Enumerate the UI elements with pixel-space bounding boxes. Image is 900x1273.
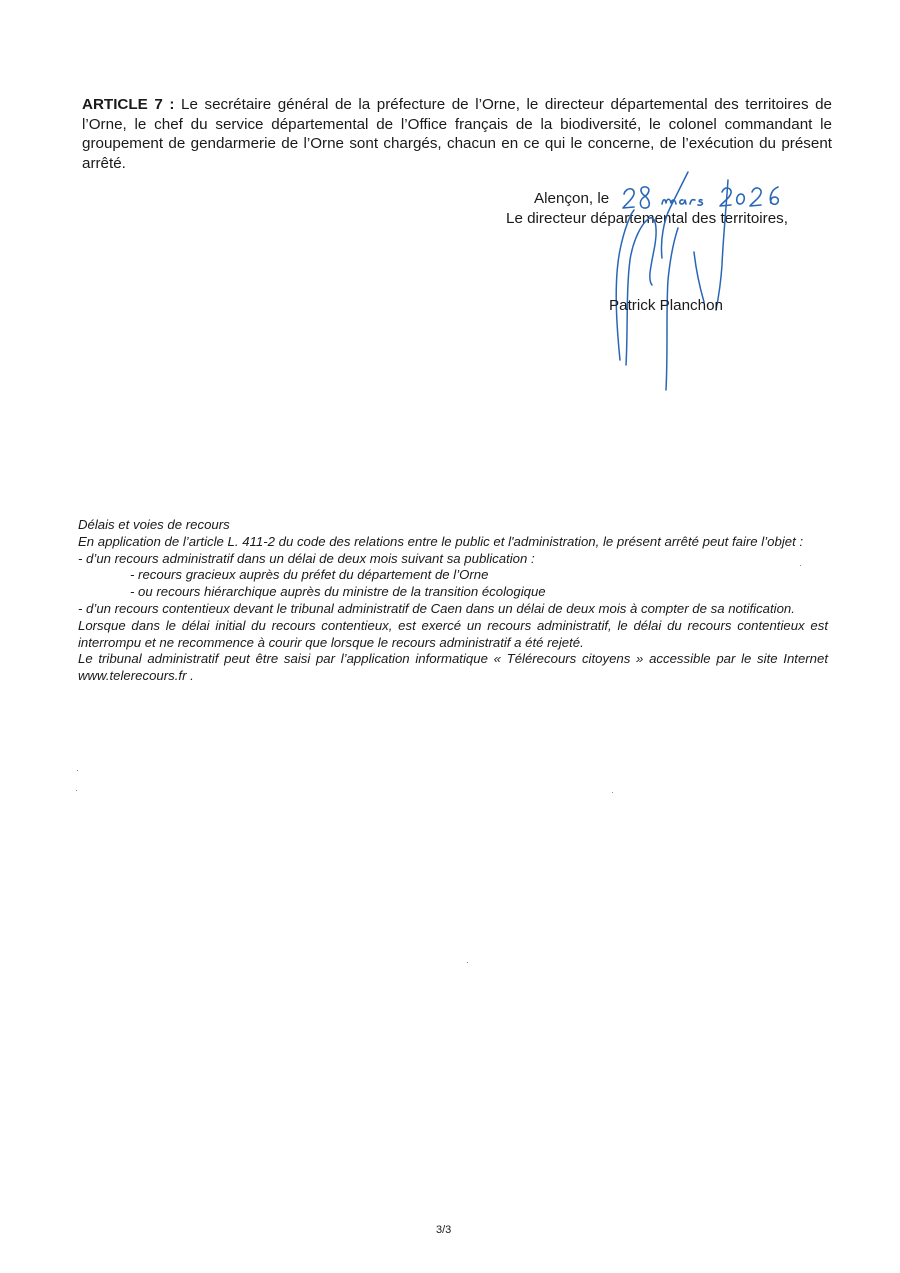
- recours-item-contentieux: - d’un recours contentieux devant le tribunal administratif de Caen dans un délai de deux mois à compter de sa notification.: [78, 600, 795, 616]
- recours-sub-hierarchique: - ou recours hiérarchique auprès du ministre de la transition écologique: [130, 584, 546, 600]
- article-body: Le secrétaire général de la préfecture de l’Orne, le directeur départemental des territoires de l’Orne, le chef du service départemental de l’Office français de la biodiversité, le colonel commandant le groupement de gendarmerie de l’Orne sont chargés, chacun en ce qui le concerne, de l’exécution du présent arrêté.: [82, 96, 832, 172]
- recours-sub-gracieux: - recours gracieux auprès du préfet du département de l’Orne: [130, 567, 489, 583]
- scan-speck: [800, 565, 801, 566]
- recours-section: [78, 517, 828, 685]
- signature-place: Alençon, le: [534, 190, 610, 207]
- scan-speck: [467, 962, 468, 963]
- recours-telerecours: Le tribunal administratif peut être saisi par l’application informatique « Télérecours citoyens » accessible par le site Internet www.telerecours.fr .: [78, 651, 828, 684]
- signatory-title: Le directeur départemental des territoires,: [506, 210, 788, 227]
- handwritten-signature: [590, 170, 750, 395]
- recours-item-administratif: - d’un recours administratif dans un délai de deux mois suivant sa publication :: [78, 550, 535, 566]
- scan-speck: [612, 792, 613, 793]
- article-heading: ARTICLE 7 :: [82, 96, 175, 113]
- page-number: 3/3: [436, 1224, 452, 1236]
- signatory-name: Patrick Planchon: [609, 297, 723, 314]
- recours-intro: En application de l’article L. 411-2 du code des relations entre le public et l'administration, le présent arrêté peut faire l’objet :: [78, 533, 804, 549]
- recours-interruption: Lorsque dans le délai initial du recours contentieux, est exercé un recours administratif, le délai du recours contentieux est interrompu et ne recommence à courir que lorsque le recours administratif a été rejeté.: [78, 617, 828, 650]
- recours-heading: Délais et voies de recours: [78, 517, 230, 532]
- article-7: [82, 95, 832, 173]
- scan-speck: [77, 770, 78, 771]
- scan-speck: [76, 790, 77, 791]
